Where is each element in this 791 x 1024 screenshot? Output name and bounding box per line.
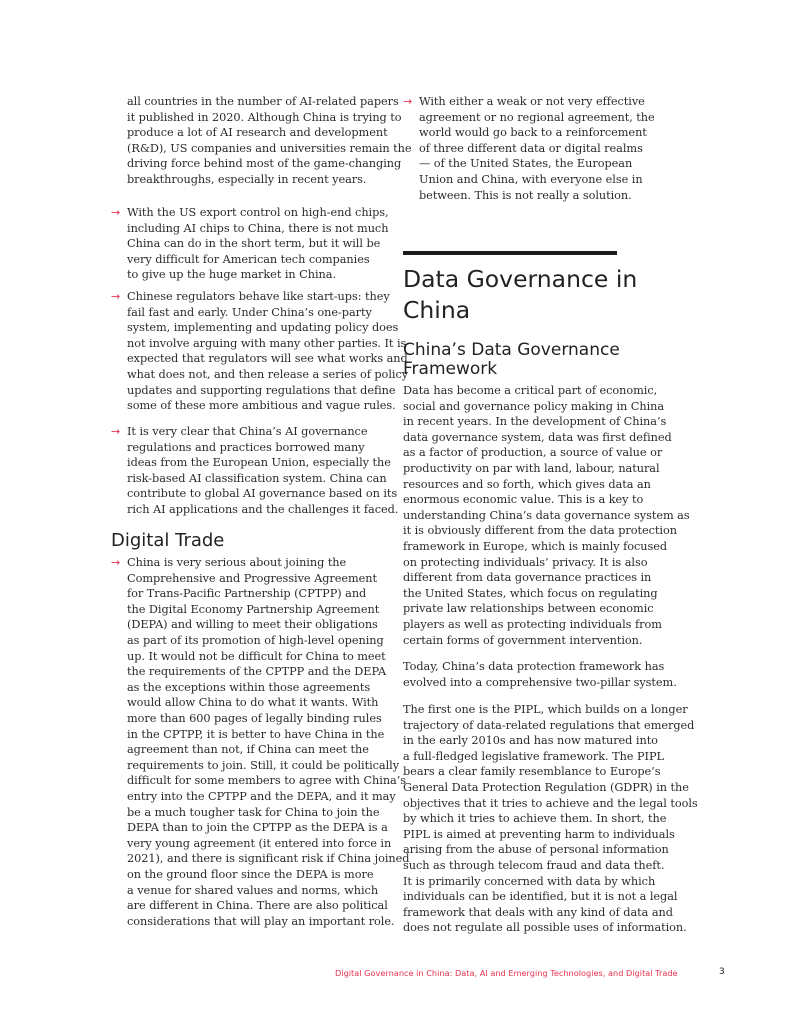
bullet-text-line: China can do in the short term, but it will be	[127, 237, 381, 251]
bullet-text-line: ideas from the European Union, especially the	[127, 456, 391, 470]
paragraph-line: enormous economic value. This is a key to	[403, 493, 644, 507]
bullet-text-line: 2021), and there is significant risk if China joined	[127, 852, 410, 866]
body-text-line: breakthroughs, especially in recent years.	[127, 173, 367, 186]
bullet-text-line: agreement than not, if China can meet the	[127, 743, 369, 757]
paragraph-line: the United States, which focus on regulating	[403, 586, 658, 600]
section-heading-data-governance: Data Governance in	[403, 265, 638, 293]
bullet-text-line: With the US export control on high-end chips,	[127, 206, 389, 219]
paragraph-line: framework in Europe, which is mainly focused	[403, 540, 668, 553]
bullet-text-line: China is very serious about joining the	[127, 556, 347, 569]
paragraph-line: bears a clear family resemblance to Europe’s	[403, 765, 661, 779]
bullet-text-line: including AI chips to China, there is not much	[127, 221, 389, 235]
paragraph-line: PIPL is aimed at preventing harm to individuals	[403, 827, 675, 841]
bullet-text-line: difficult for some members to agree with China’s	[127, 774, 407, 788]
arrow-bullet-icon: →	[111, 425, 121, 438]
paragraph-line: Data has become a critical part of economic,	[403, 384, 658, 397]
paragraph-line: evolved into a comprehensive two-pillar system.	[403, 675, 677, 689]
body-text-line: driving force behind most of the game-changing	[127, 157, 402, 171]
paragraph-line: as a factor of production, a source of value or	[403, 446, 663, 460]
bullet-text-line: between. This is not really a solution.	[419, 188, 632, 202]
bullet-text-line: system, implementing and updating policy does	[127, 321, 399, 335]
bullet-text-line: for Trans-Pacific Partnership (CPTPP) and	[127, 587, 367, 601]
bullet-text-line: what does not, and then release a series of policy	[127, 368, 409, 381]
bullet-text-line: rich AI applications and the challenges it faced.	[127, 503, 399, 516]
paragraph-line: it is obviously different from the data protection	[403, 524, 677, 538]
paragraph-line: arising from the abuse of personal information	[403, 843, 669, 857]
paragraph-line: players as well as protecting individuals from	[403, 618, 662, 631]
paragraph-line: framework that deals with any kind of data and	[403, 905, 673, 919]
bullet-text-line: risk-based AI classification system. China can	[127, 471, 387, 485]
paragraph-line: The first one is the PIPL, which builds on a longer	[403, 703, 688, 716]
bullet-text-line: very difficult for American tech companies	[127, 252, 370, 266]
bullet-text-line: agreement or no regional agreement, the	[419, 110, 655, 124]
bullet-text-line: Union and China, with everyone else in	[419, 173, 643, 186]
paragraph-line: certain forms of government intervention.	[403, 633, 643, 647]
paragraph-line: social and governance policy making in China	[403, 399, 665, 413]
bullet-text-line: Chinese regulators behave like start-ups: they	[127, 290, 390, 303]
section-divider-rule	[403, 251, 617, 255]
page-number: 3	[719, 967, 725, 977]
paragraph-line: Today, China’s data protection framework has	[403, 660, 665, 673]
bullet-text-line: not involve arguing with many other parties. It is	[127, 336, 407, 350]
bullet-text-line: as part of its promotion of high-level opening	[127, 634, 384, 647]
arrow-bullet-icon: →	[111, 206, 121, 219]
paragraph-line: does not regulate all possible uses of information.	[403, 921, 687, 935]
bullet-text-line: Comprehensive and Progressive Agreement	[127, 571, 378, 585]
bullet-text-line: fail fast and early. Under China’s one-party	[127, 305, 372, 319]
body-text-line: (R&D), US companies and universities remain the	[127, 141, 412, 155]
bullet-text-line: some of these more ambitious and vague rules.	[127, 399, 396, 413]
subheading-framework: China’s Data Governance	[403, 340, 620, 360]
arrow-bullet-icon: →	[403, 95, 413, 108]
bullet-text-line: — of the United States, the European	[419, 157, 633, 171]
footer-document-title: Digital Governance in China: Data, AI and Emerging Technologies, and Digital Trade	[335, 968, 678, 978]
bullet-text-line: a venue for shared values and norms, which	[127, 883, 379, 897]
paragraph-line: trajectory of data-related regulations that emerged	[403, 718, 695, 732]
bullet-text-line: be a much tougher task for China to join the	[127, 805, 380, 819]
bullet-text-line: would allow China to do what it wants. With	[127, 696, 379, 710]
bullet-text-line: considerations that will play an important role.	[127, 914, 395, 928]
paragraph-line: different from data governance practices in	[403, 571, 652, 585]
paragraph-line: understanding China’s data governance system as	[403, 508, 690, 522]
body-text-line: produce a lot of AI research and development	[127, 126, 388, 140]
bullet-text-line: to give up the huge market in China.	[127, 268, 337, 282]
bullet-text-line: are different in China. There are also political	[127, 899, 388, 913]
paragraph-line: such as through telecom fraud and data theft.	[403, 859, 665, 872]
bullet-text-line: the Digital Economy Partnership Agreement	[127, 602, 380, 616]
bullet-text-line: With either a weak or not very effective	[419, 95, 645, 108]
paragraph-line: It is primarily concerned with data by which	[403, 874, 656, 888]
body-text-line: it published in 2020. Although China is trying to	[127, 110, 402, 124]
paragraph-line: individuals can be identified, but it is not a legal	[403, 890, 678, 904]
bullet-text-line: very young agreement (it entered into force in	[127, 836, 392, 850]
bullet-text-line: more than 600 pages of legally binding rules	[127, 712, 382, 725]
section-heading-data-governance: China	[403, 296, 471, 324]
bullet-text-line: It is very clear that China’s AI governance	[127, 425, 368, 438]
arrow-bullet-icon: →	[111, 290, 121, 303]
bullet-text-line: of three different data or digital realms	[419, 141, 643, 155]
bullet-text-line: entry into the CPTPP and the DEPA, and it may	[127, 790, 396, 803]
bullet-text-line: updates and supporting regulations that define	[127, 383, 396, 397]
paragraph-line: General Data Protection Regulation (GDPR) in the	[403, 781, 689, 794]
paragraph-line: by which it tries to achieve them. In short, the	[403, 812, 667, 826]
paragraph-line: a full-fledged legislative framework. The PIPL	[403, 749, 664, 763]
paragraph-line: objectives that it tries to achieve and the legal tools	[403, 796, 698, 810]
bullet-text-line: the requirements of the CPTPP and the DEPA	[127, 665, 387, 679]
bullet-text-line: regulations and practices borrowed many	[127, 440, 365, 454]
section-heading-digital-trade: Digital Trade	[111, 530, 225, 551]
paragraph-line: data governance system, data was first defined	[403, 430, 672, 444]
paragraph-line: productivity on par with land, labour, natural	[403, 462, 660, 475]
paragraph-line: in the early 2010s and has now matured into	[403, 734, 658, 748]
paragraph-line: private law relationships between economic	[403, 602, 654, 616]
bullet-text-line: expected that regulators will see what works and	[127, 352, 408, 366]
paragraph-line: resources and so forth, which gives data an	[403, 477, 651, 491]
bullet-text-line: on the ground floor since the DEPA is more	[127, 868, 374, 881]
subheading-framework: Framework	[403, 359, 498, 379]
paragraph-line: in recent years. In the development of China’s	[403, 415, 667, 429]
arrow-bullet-icon: →	[111, 556, 121, 569]
bullet-text-line: up. It would not be difficult for China to meet	[127, 649, 386, 663]
bullet-text-line: (DEPA) and willing to meet their obligations	[127, 618, 378, 632]
bullet-text-line: as the exceptions within those agreements	[127, 680, 371, 694]
body-text-line: all countries in the number of AI-related papers	[127, 95, 399, 108]
bullet-text-line: contribute to global AI governance based on its	[127, 487, 398, 501]
bullet-text-line: in the CPTPP, it is better to have China in the	[127, 727, 385, 741]
bullet-text-line: world would go back to a reinforcement	[419, 126, 647, 140]
bullet-text-line: requirements to join. Still, it could be politically	[127, 758, 400, 772]
paragraph-line: on protecting individuals’ privacy. It is also	[403, 555, 648, 569]
bullet-text-line: DEPA than to join the CPTPP as the DEPA is a	[127, 821, 388, 835]
